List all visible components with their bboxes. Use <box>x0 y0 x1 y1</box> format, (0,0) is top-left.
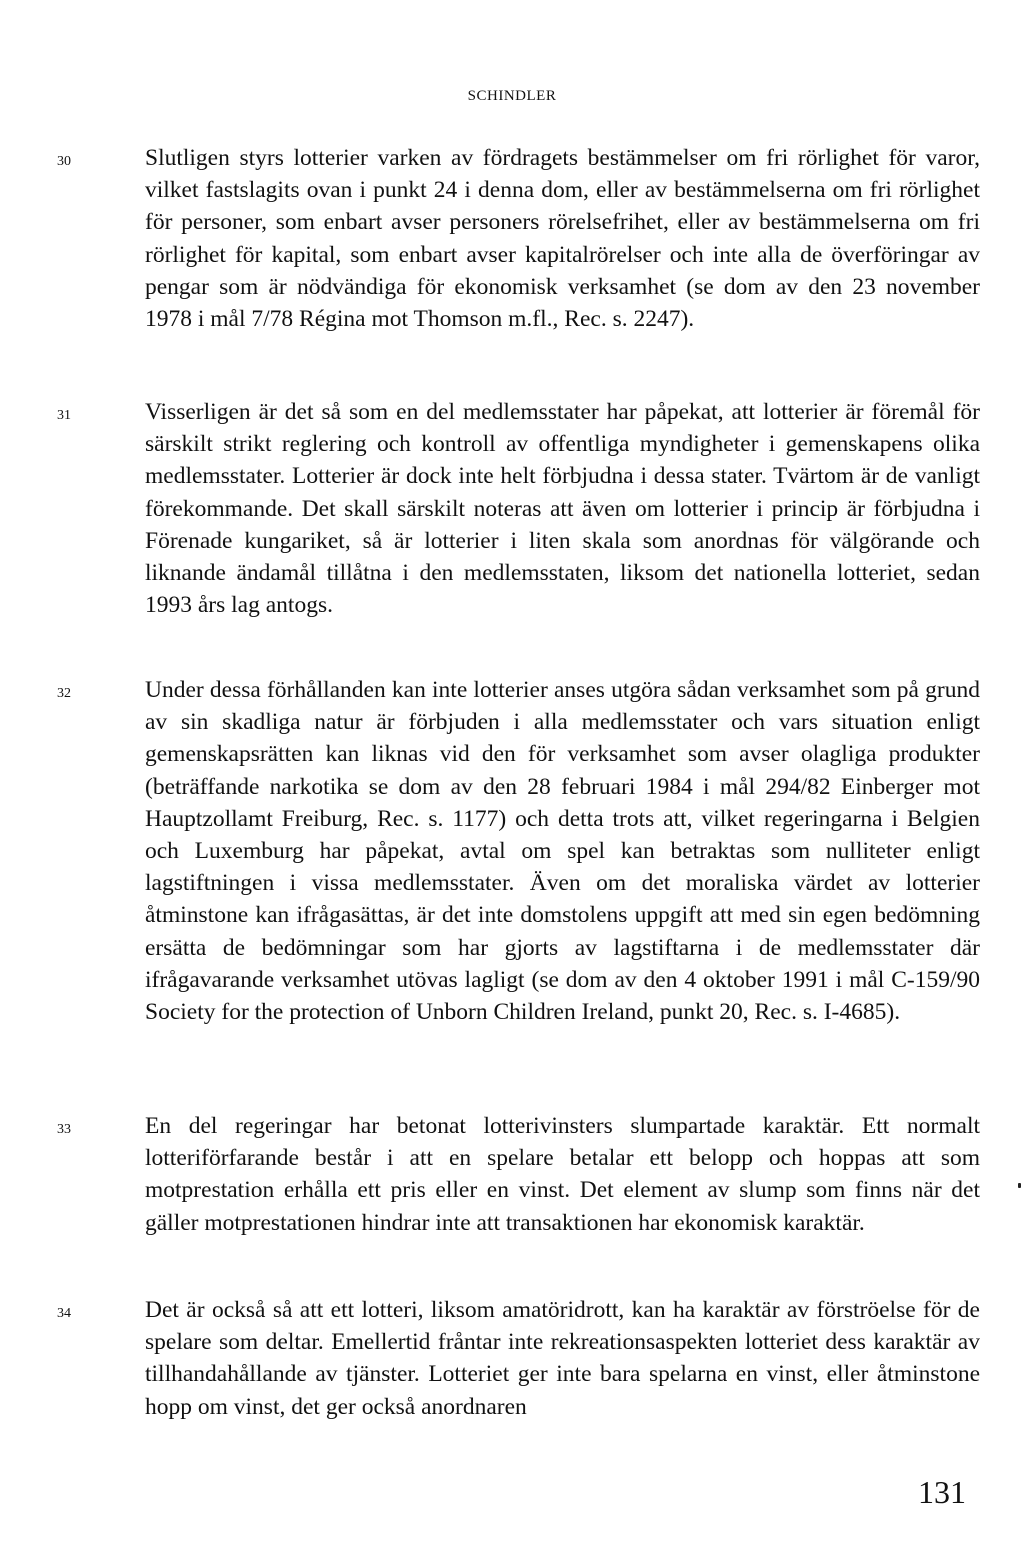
paragraph-number: 31 <box>57 408 71 423</box>
paragraph: Det är också så att ett lotteri, liksom amatöridrott, kan ha karaktär av förströelse för de spelare som deltar. Emellertid fråntar inte rekreationsaspekten lotteriet dess karaktär av tillhandahållande av tjänster. Lotteriet ger inte bara spelarna en vinst, eller åtminstone hopp om vinst, det ger också anordnaren <box>145 1297 980 1420</box>
paragraph-number: 32 <box>57 686 71 701</box>
paragraph: En del regeringar har betonat lotterivinsters slumpartade karaktär. Ett normalt lotteriförfarande består i att en spelare betalar ett belopp och hoppas att som motprestation erhålla ett pris eller en vinst. Det element av slump som finns när det gäller motprestationen hindrar inte att transaktionen har ekonomisk karaktär. <box>145 1113 980 1236</box>
page-number: 131 <box>918 1474 966 1510</box>
paragraph-number: 34 <box>57 1306 71 1321</box>
scan-speck <box>1018 1183 1021 1188</box>
paragraph: Under dessa förhållanden kan inte lotterier anses utgöra sådan verksamhet som på grund av sin skadliga natur är förbjuden i alla medlemsstater och vars situation enligt gemenskapsrätten kan liknas vid den för verksamhet som avser olagliga produkter (beträffande narkotika se dom av den 28 februari 1984 i mål 294/82 Einberger mot Hauptzollamt Freiburg, Rec. s. 1177) och detta trots att, vilket regeringarna i Belgien och Luxemburg har påpekat, avtal om spel kan betraktas som nulliteter enligt lagstiftningen i vissa medlemsstater. Även om det moraliska värdet av lotterier åtminstone kan ifrågasättas, är det inte domstolens uppgift att med sin egen bedömning ersätta de bedömningar som har gjorts av lagstiftarna i de medlemsstater där ifrågavarande verksamhet utövas lagligt (se dom av den 4 oktober 1991 i mål C-159/90 Society for the protection of Unborn Children Ireland, punkt 20, Rec. s. I-4685). <box>145 677 980 1026</box>
paragraph-number: 30 <box>57 154 71 169</box>
paragraph-number: 33 <box>57 1122 71 1137</box>
paragraph: Visserligen är det så som en del medlemsstater har påpekat, att lotterier är föremål för särskilt strikt reglering och kontroll av offentliga myndigheter i gemenskapens olika medlemsstater. Lotterier är dock inte helt förbjudna i dessa stater. Tvärtom är de vanligt förekommande. Det skall särskilt noteras att även om lotterier i princip är förbjudna i Förenade kungariket, så är lotterier i liten skala som anordnas för välgörande och liknande ändamål tillåtna i den medlemsstaten, liksom det nationella lotteriet, sedan 1993 års lag antogs. <box>145 399 980 619</box>
paragraph: Slutligen styrs lotterier varken av fördragets bestämmelser om fri rörlighet för varor, vilket fastslagits ovan i punkt 24 i denna dom, eller av bestämmelserna om fri rörlighet för personer, som enbart avser personers rörelsefrihet, eller av bestämmelserna om fri rörlighet för kapital, som enbart avser kapitalrörelser och inte alla de överföringar av pengar som är nödvändiga för ekonomisk verksamhet (se dom av den 23 november 1978 i mål 7/78 Régina mot Thomson m.fl., Rec. s. 2247). <box>145 145 980 333</box>
running-head: SCHINDLER <box>467 88 557 104</box>
